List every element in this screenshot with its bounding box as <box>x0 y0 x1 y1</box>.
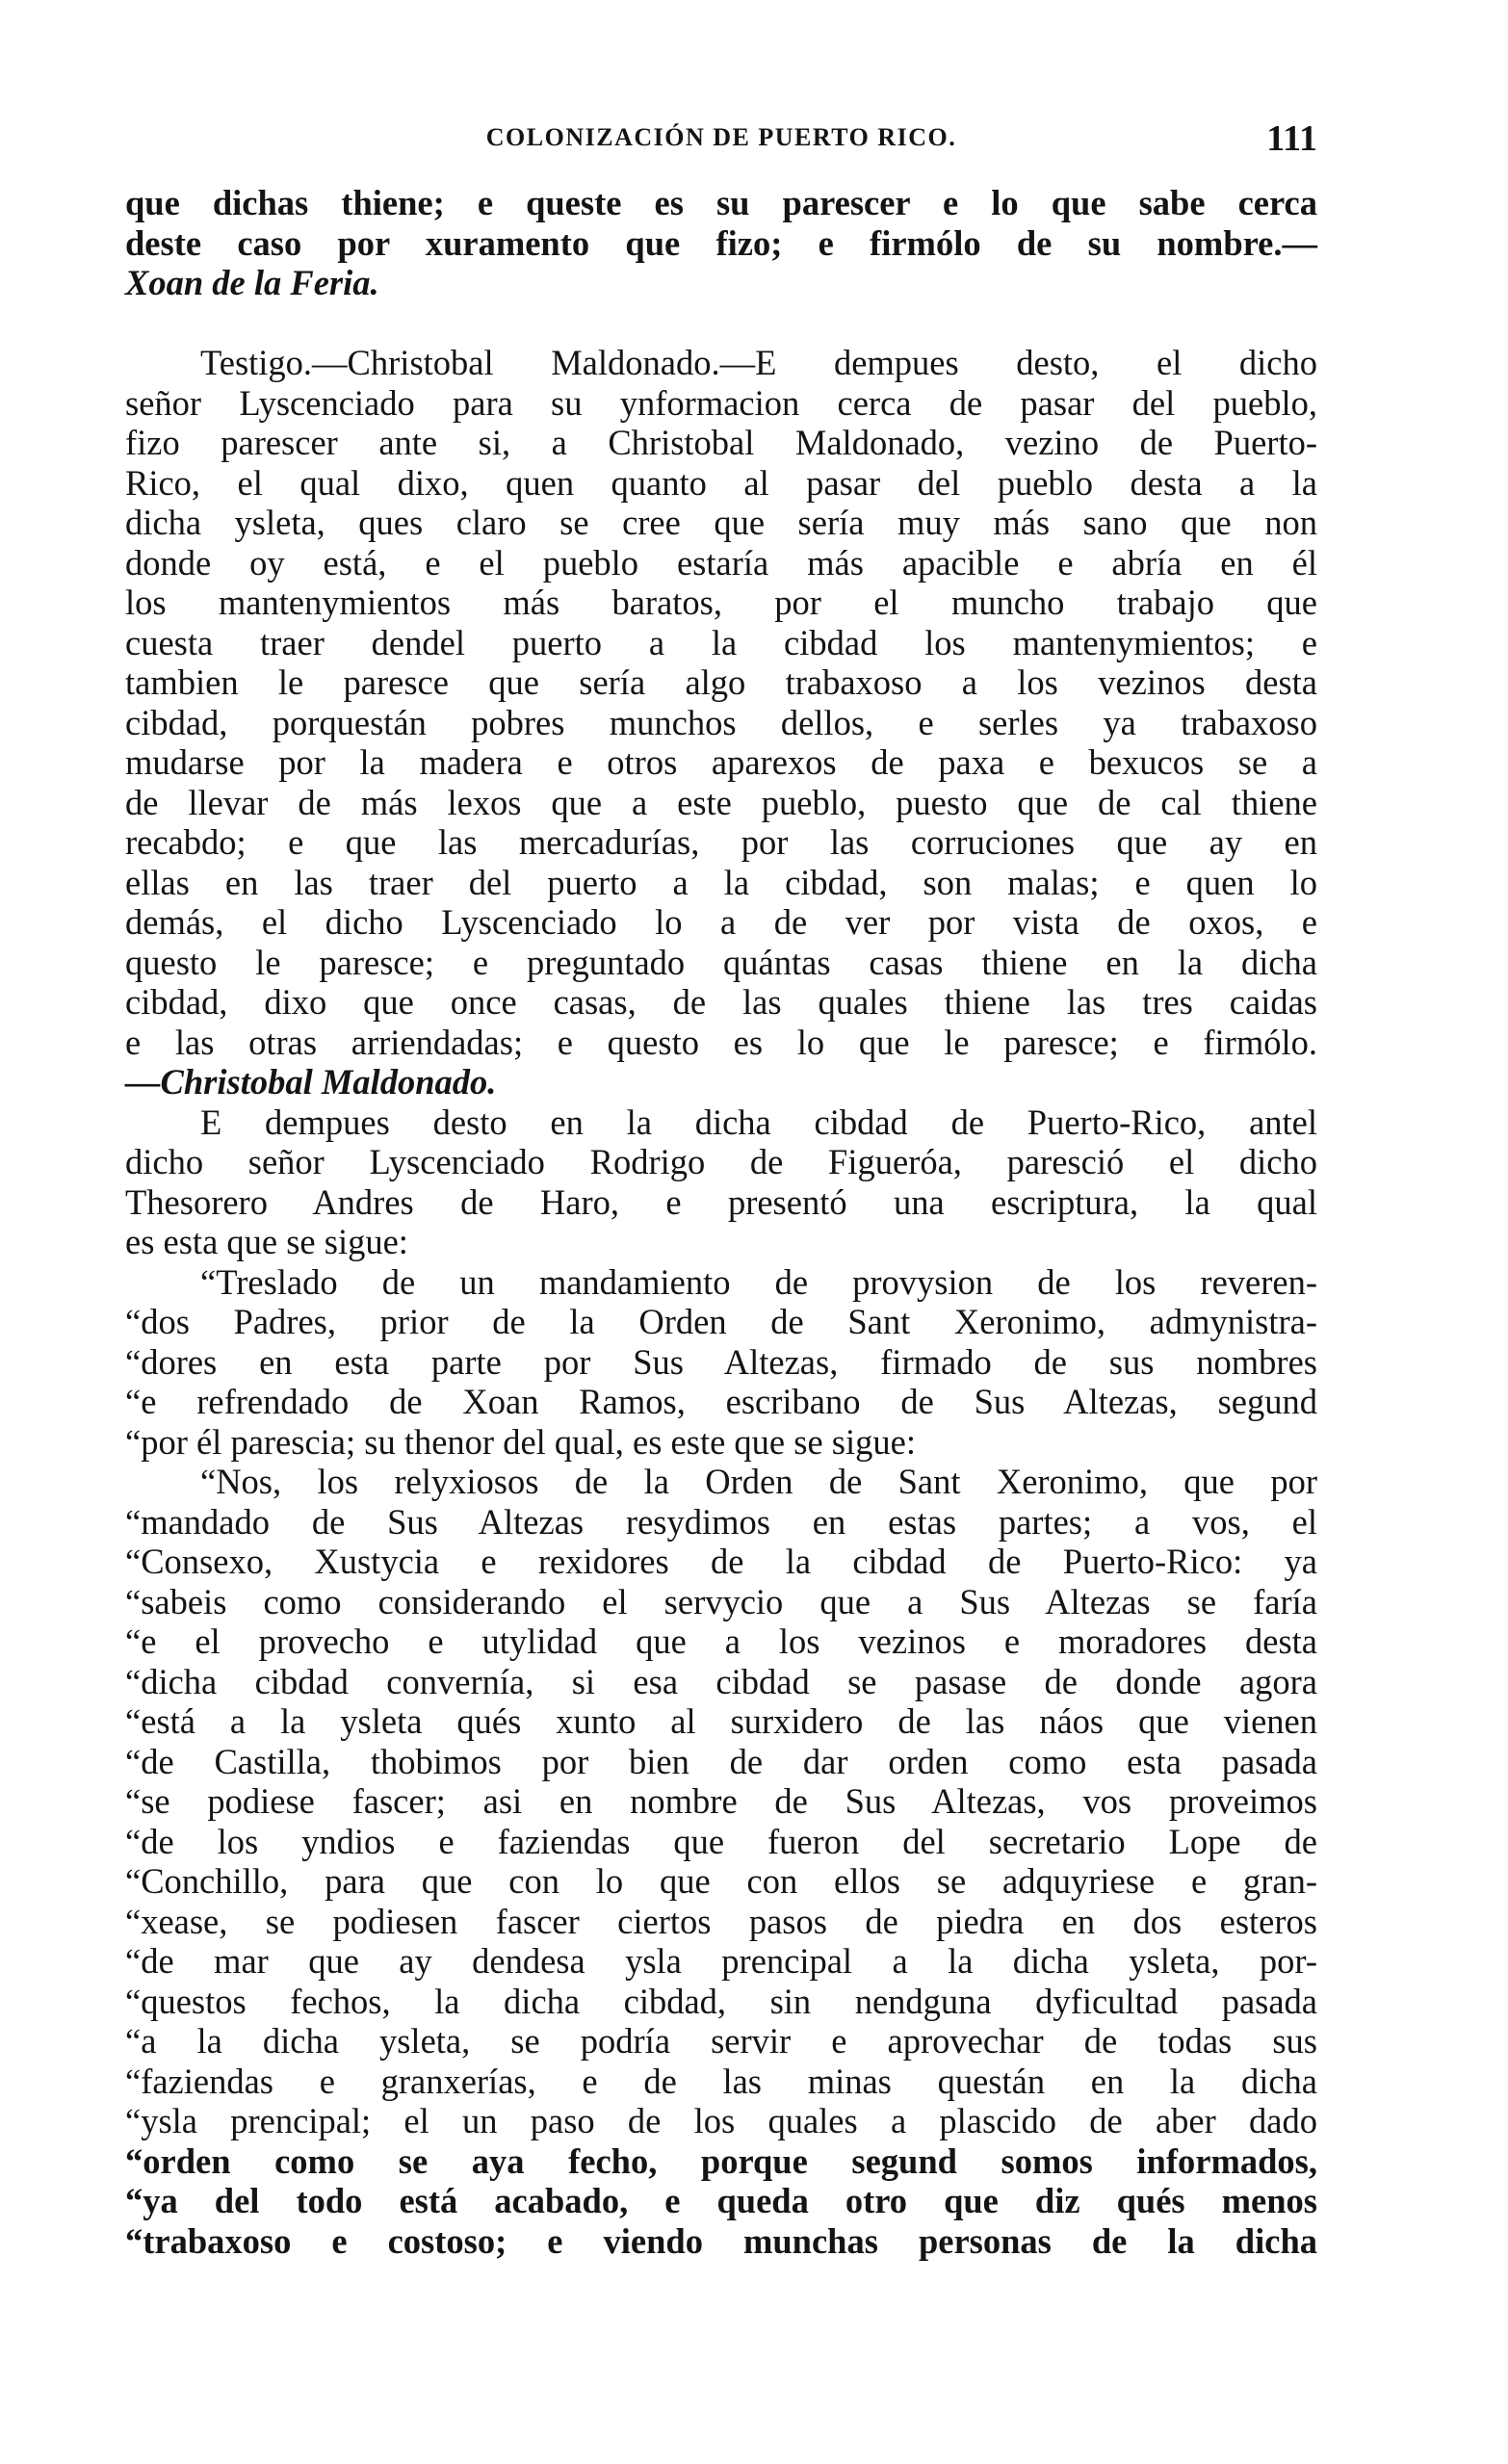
text-line: “por él parescia; su thenor del qual, es este que se sigue: <box>125 1421 916 1462</box>
text-line: “está a la ysleta qués xunto al surxidero de las náos que vienen <box>125 1701 1317 1741</box>
text-line: “e refrendado de Xoan Ramos, escribano de Sus Altezas, segund <box>125 1382 1317 1421</box>
text-line: “ysla prencipal; el un paso de los quales a plascido de aber dado <box>125 2101 1317 2140</box>
text-line: “xease, se podiesen fascer ciertos pasos de piedra en dos esteros <box>125 1901 1317 1941</box>
text-line: “sabeis como considerando el servycio que a Sus Altezas se faría <box>125 1581 1317 1621</box>
running-head: COLONIZACIÓN DE PUERTO RICO. <box>485 123 957 151</box>
text-line: “dicha cibdad convernía, si esa cibdad se pasase de donde agora <box>125 1661 1317 1701</box>
text-line: cibdad, dixo que once casas, de las quales thiene las tres caidas <box>125 982 1317 1022</box>
text-line: Thesorero Andres de Haro, e presentó una escriptura, la qual <box>125 1181 1317 1222</box>
text-line: Testigo.—Christobal Maldonado.—E dempues desto, el dicho <box>200 343 1317 382</box>
text-line: dicha ysleta, ques claro se cree que sería muy más sano que non <box>125 503 1317 542</box>
text-line: “Conchillo, para que con lo que con ellos se adquyriese e gran- <box>125 1861 1317 1901</box>
paragraph-gap <box>125 303 1317 344</box>
text-line: Rico, el qual dixo, quen quanto al pasar del pueblo desta a la <box>125 462 1317 503</box>
text-line: recabdo; e que las mercadurías, por las corruciones que ay en <box>125 822 1317 862</box>
text-line: fizo parescer ante si, a Christobal Maldonado, vezino de Puerto- <box>125 423 1317 462</box>
text-line: “questos fechos, la dicha cibdad, sin nendguna dyficultad pasada <box>125 1981 1317 2021</box>
text-line: “mandado de Sus Altezas resydimos en estas partes; a vos, el <box>125 1501 1317 1542</box>
body-text <box>125 183 1317 2261</box>
text-line: “Nos, los relyxiosos de la Orden de Sant Xeronimo, que por <box>200 1462 1317 1501</box>
text-line: deste caso por xuramento que fizo; e firmólo de su nombre.— <box>125 222 1317 263</box>
text-line: e las otras arriendadas; e questo es lo que le paresce; e firmólo. <box>125 1022 1317 1062</box>
page-number: 111 <box>1266 118 1317 159</box>
text-line: mudarse por la madera e otros aparexos de paxa e bexucos se a <box>125 742 1317 782</box>
text-line: demás, el dicho Lyscenciado lo a de ver por vista de oxos, e <box>125 902 1317 942</box>
text-line: “Consexo, Xustycia e rexidores de la cibdad de Puerto-Rico: ya <box>125 1542 1317 1581</box>
signature-line: Xoan de la Feria. <box>125 263 379 302</box>
text-line: “de los yndios e faziendas que fueron del secretario Lope de <box>125 1821 1317 1861</box>
text-line: “e el provecho e utylidad que a los vezinos e moradores desta <box>125 1621 1317 1661</box>
text-line: cibdad, porquestán pobres munchos dellos, e serles ya trabaxoso <box>125 702 1317 742</box>
text-line: es esta que se sigue: <box>125 1222 408 1261</box>
text-line: “de Castilla, thobimos por bien de dar orden como esta pasada <box>125 1741 1317 1781</box>
text-line: ellas en las traer del puerto a la cibdad, son malas; e quen lo <box>125 862 1317 902</box>
text-line: “faziendas e granxerías, e de las minas questán en la dicha <box>125 2061 1317 2101</box>
page-header <box>125 118 1317 168</box>
text-line: los mantenymientos más baratos, por el muncho trabajo que <box>125 583 1317 622</box>
text-line: que dichas thiene; e queste es su parescer e lo que sabe cerca <box>125 183 1317 222</box>
text-line: cuesta traer dendel puerto a la cibdad los mantenymientos; e <box>125 622 1317 662</box>
text-line: E dempues desto en la dicha cibdad de Puerto-Rico, antel <box>200 1102 1317 1142</box>
signature-line: —Christobal Maldonado. <box>125 1062 497 1102</box>
text-line: “ya del todo está acabado, e queda otro que diz qués menos <box>125 2181 1317 2220</box>
text-line: donde oy está, e el pueblo estaría más apacible e abría en él <box>125 542 1317 583</box>
text-line: “orden como se aya fecho, porque segund somos informados, <box>125 2140 1317 2181</box>
text-line: questo le paresce; e preguntado quántas casas thiene en la dicha <box>125 942 1317 982</box>
text-line: tambien le paresce que sería algo trabaxoso a los vezinos desta <box>125 662 1317 702</box>
text-line: “a la dicha ysleta, se podría servir e aprovechar de todas sus <box>125 2021 1317 2061</box>
text-line: señor Lyscenciado para su ynformacion cerca de pasar del pueblo, <box>125 382 1317 423</box>
text-line: “dores en esta parte por Sus Altezas, firmado de sus nombres <box>125 1341 1317 1382</box>
text-line: “se podiese fascer; asi en nombre de Sus Altezas, vos proveimos <box>125 1781 1317 1821</box>
text-line: “trabaxoso e costoso; e viendo munchas personas de la dicha <box>125 2220 1317 2261</box>
text-line: “dos Padres, prior de la Orden de Sant Xeronimo, admynistra- <box>125 1302 1317 1341</box>
text-line: de llevar de más lexos que a este pueblo, puesto que de cal thiene <box>125 782 1317 822</box>
text-line: dicho señor Lyscenciado Rodrigo de Figueróa, paresció el dicho <box>125 1142 1317 1181</box>
text-line: “Treslado de un mandamiento de provysion de los reveren- <box>200 1261 1317 1302</box>
text-line: “de mar que ay dendesa ysla prencipal a la dicha ysleta, por- <box>125 1941 1317 1981</box>
